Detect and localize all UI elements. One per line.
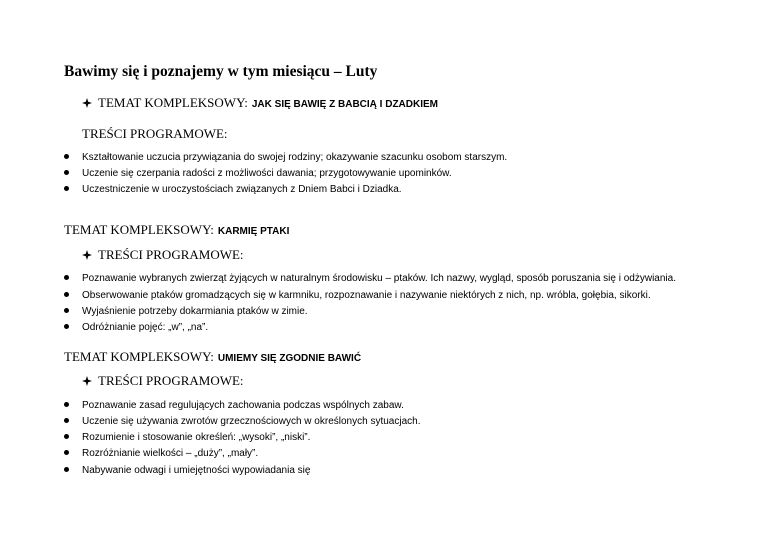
list-item — [64, 416, 421, 428]
list-item-text: Wyjaśnienie potrzeby dokarmiania ptaków w zimie. — [82, 306, 308, 317]
list-item — [64, 322, 209, 334]
bullet-dot-icon — [64, 154, 69, 159]
bullet-dot-icon — [64, 170, 69, 175]
list-item-text: Poznawanie wybranych zwierząt żyjących w naturalnym środowisku – ptaków. Ich nazwy, wygląd, sposób poruszania się i odżywiania. — [82, 273, 676, 284]
topic-name: KARMIĘ PTAKI — [217, 226, 290, 237]
bullet-dot-icon — [64, 434, 69, 439]
diamond-bullet-icon — [82, 98, 92, 108]
list-item-text: Poznawanie zasad regulujących zachowania podczas wspólnych zabaw. — [82, 400, 404, 411]
diamond-bullet-icon — [82, 250, 92, 260]
list-item — [64, 432, 311, 444]
list-item — [64, 306, 308, 318]
list-item — [64, 290, 651, 302]
topic-line-3 — [64, 350, 361, 366]
list-item-text: Uczenie się używania zwrotów grzecznościowych w określonych sytuacjach. — [82, 416, 421, 427]
section-heading: TREŚCI PROGRAMOWE: — [98, 247, 244, 262]
bullet-dot-icon — [64, 418, 69, 423]
list-item-text: Uczenie się czerpania radości z możliwości dawania; przygotowywanie upominków. — [82, 168, 452, 179]
bullet-dot-icon — [64, 450, 69, 455]
bullet-dot-icon — [64, 324, 69, 329]
bullet-dot-icon — [64, 402, 69, 407]
bullet-dot-icon — [64, 308, 69, 313]
topic-line-2 — [64, 223, 289, 239]
list-item — [64, 168, 452, 180]
list-item — [64, 465, 311, 477]
list-item-text: Odróżnianie pojęć: „w”, „na”. — [82, 322, 209, 333]
list-item — [64, 400, 404, 412]
list-item — [64, 448, 259, 460]
list-item-text: Kształtowanie uczucia przywiązania do swojej rodziny; okazywanie szacunku osobom starszym. — [82, 152, 508, 163]
document-title: Bawimy się i poznajemy w tym miesiącu – Luty — [64, 63, 378, 80]
bullet-dot-icon — [64, 292, 69, 297]
topic-line-1 — [98, 96, 438, 112]
section-heading: TREŚCI PROGRAMOWE: — [98, 373, 244, 388]
list-item-text: Uczestniczenie w uroczystościach związanych z Dniem Babci i Dziadka. — [82, 184, 402, 195]
diamond-bullet-icon — [82, 376, 92, 386]
list-item-text: Rozumienie i stosowanie określeń: „wysoki”, „niski”. — [82, 432, 311, 443]
list-item — [64, 184, 402, 196]
section-heading: TREŚCI PROGRAMOWE: — [82, 126, 228, 141]
bullet-dot-icon — [64, 275, 69, 280]
list-item-text: Nabywanie odwagi i umiejętności wypowiadania się — [82, 465, 311, 476]
topic-name: JAK SIĘ BAWIĘ Z BABCIĄ I DZADKIEM — [251, 99, 438, 110]
list-item-text: Obserwowanie ptaków gromadzących się w karmniku, rozpoznawanie i nazywanie niektórych z nich, np. wróbla, gołębia, sikorki. — [82, 290, 651, 301]
topic-name: UMIEMY SIĘ ZGODNIE BAWIĆ — [217, 353, 362, 364]
list-item — [64, 273, 676, 285]
bullet-dot-icon — [64, 186, 69, 191]
bullet-dot-icon — [64, 467, 69, 472]
topic-label: TEMAT KOMPLEKSOWY: — [64, 222, 214, 237]
topic-label: TEMAT KOMPLEKSOWY: — [64, 349, 214, 364]
list-item-text: Rozróżnianie wielkości – „duży”, „mały”. — [82, 448, 259, 459]
topic-label: TEMAT KOMPLEKSOWY: — [98, 95, 248, 110]
list-item — [64, 152, 508, 164]
